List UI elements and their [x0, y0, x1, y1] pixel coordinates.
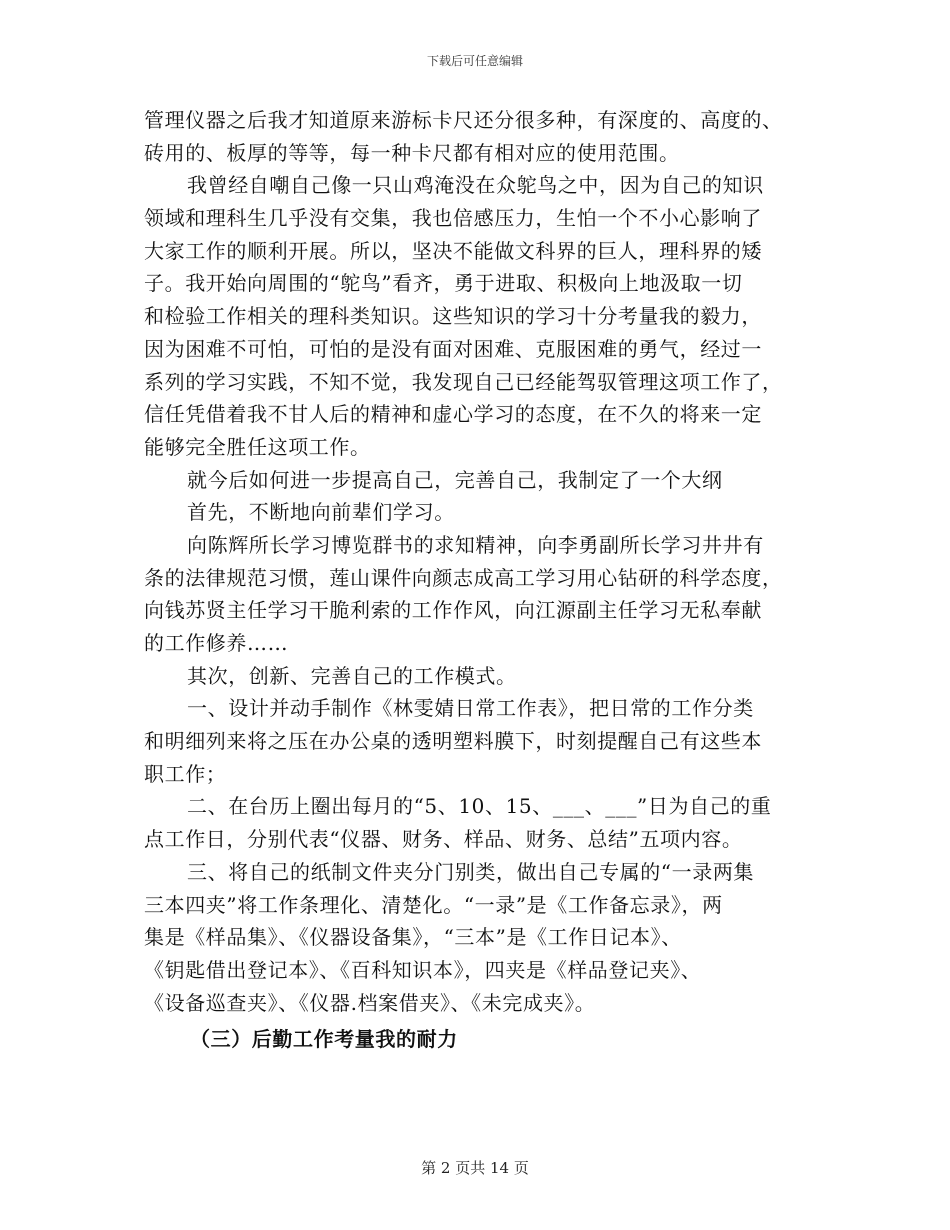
paragraph-line: 向钱苏贤主任学习干脆利索的工作作风，向江源副主任学习无私奉献 — [144, 598, 762, 623]
paragraph-line: 系列的学习实践，不知不觉，我发现自己已经能驾驭管理这项工作了， — [144, 369, 783, 394]
paragraph-line: 《设备巡查夹》、《仪器.档案借夹》、《未完成夹》。 — [144, 990, 596, 1015]
paragraph-line: 集是《样品集》、《仪器设备集》，“三本”是《工作日记本》、 — [144, 925, 682, 950]
paragraph-line: 向陈辉所长学习博览群书的求知精神，向李勇副所长学习井井有 — [187, 532, 764, 557]
paragraph-line: 其次，创新、完善自己的工作模式。 — [187, 663, 517, 688]
paragraph-line: 子。我开始向周围的“鸵鸟”看齐，勇于进取、积极向上地汲取一切 — [144, 271, 743, 296]
paragraph-line: 二、在台历上圈出每月的“5、10、15、___、___”日为自己的重 — [187, 794, 772, 819]
paragraph-line: 条的法律规范习惯，莲山课件向颜志成高工学习用心钻研的科学态度， — [144, 565, 783, 590]
paragraph-line: 《钥匙借出登记本》、《百科知识本》，四夹是《样品登记夹》、 — [144, 957, 702, 982]
paragraph-line: 领域和理科生几乎没有交集，我也倍感压力，生怕一个不小心影响了 — [144, 206, 762, 231]
paragraph-line: 我曾经自嘲自己像一只山鸡淹没在众鸵鸟之中，因为自己的知识 — [187, 173, 764, 198]
paragraph-line: 一、设计并动手制作《林雯婧日常工作表》，把日常的工作分类 — [187, 696, 754, 721]
paragraph-line: 点工作日，分别代表“仪器、财务、样品、财务、总结”五项内容。 — [144, 827, 743, 852]
paragraph-line: 职工作； — [144, 761, 227, 786]
paragraph-line: 首先，不断地向前辈们学习。 — [187, 500, 455, 525]
paragraph-line: 和检验工作相关的理科类知识。这些知识的学习十分考量我的毅力， — [144, 304, 762, 329]
paragraph-line: 三本四夹”将工作条理化、清楚化。“一录”是《工作备忘录》，两 — [144, 892, 723, 917]
paragraph-line: 砖用的、板厚的等等，每一种卡尺都有相对应的使用范围。 — [144, 140, 680, 165]
document-body — [144, 104, 808, 1056]
paragraph-line: 三、将自己的纸制文件夹分门别类，做出自己专属的“一录两集 — [187, 859, 755, 884]
paragraph-line: 和明细列来将之压在办公桌的透明塑料膜下，时刻提醒自己有这些本 — [144, 729, 762, 754]
paragraph-line: 信任凭借着我不甘人后的精神和虚心学习的态度，在不久的将来一定 — [144, 402, 762, 427]
section-heading: （三）后勤工作考量我的耐力 — [190, 1027, 458, 1052]
paragraph-line: 因为困难不可怕，可怕的是没有面对困难、克服困难的勇气，经过一 — [144, 336, 762, 361]
paragraph-line: 管理仪器之后我才知道原来游标卡尺还分很多种，有深度的、高度的、 — [144, 108, 783, 132]
page-header: 下载后可任意编辑 — [426, 54, 523, 68]
paragraph-line: 能够完全胜任这项工作。 — [144, 434, 371, 459]
paragraph-line: 就今后如何进一步提高自己，完善自己，我制定了一个大纲 — [187, 467, 723, 492]
page-footer: 第 2 页共 14 页 — [421, 1159, 529, 1177]
paragraph-line: 的工作修养…… — [144, 631, 289, 655]
paragraph-line: 大家工作的顺利开展。所以，坚决不能做文科界的巨人，理科界的矮 — [144, 238, 762, 263]
